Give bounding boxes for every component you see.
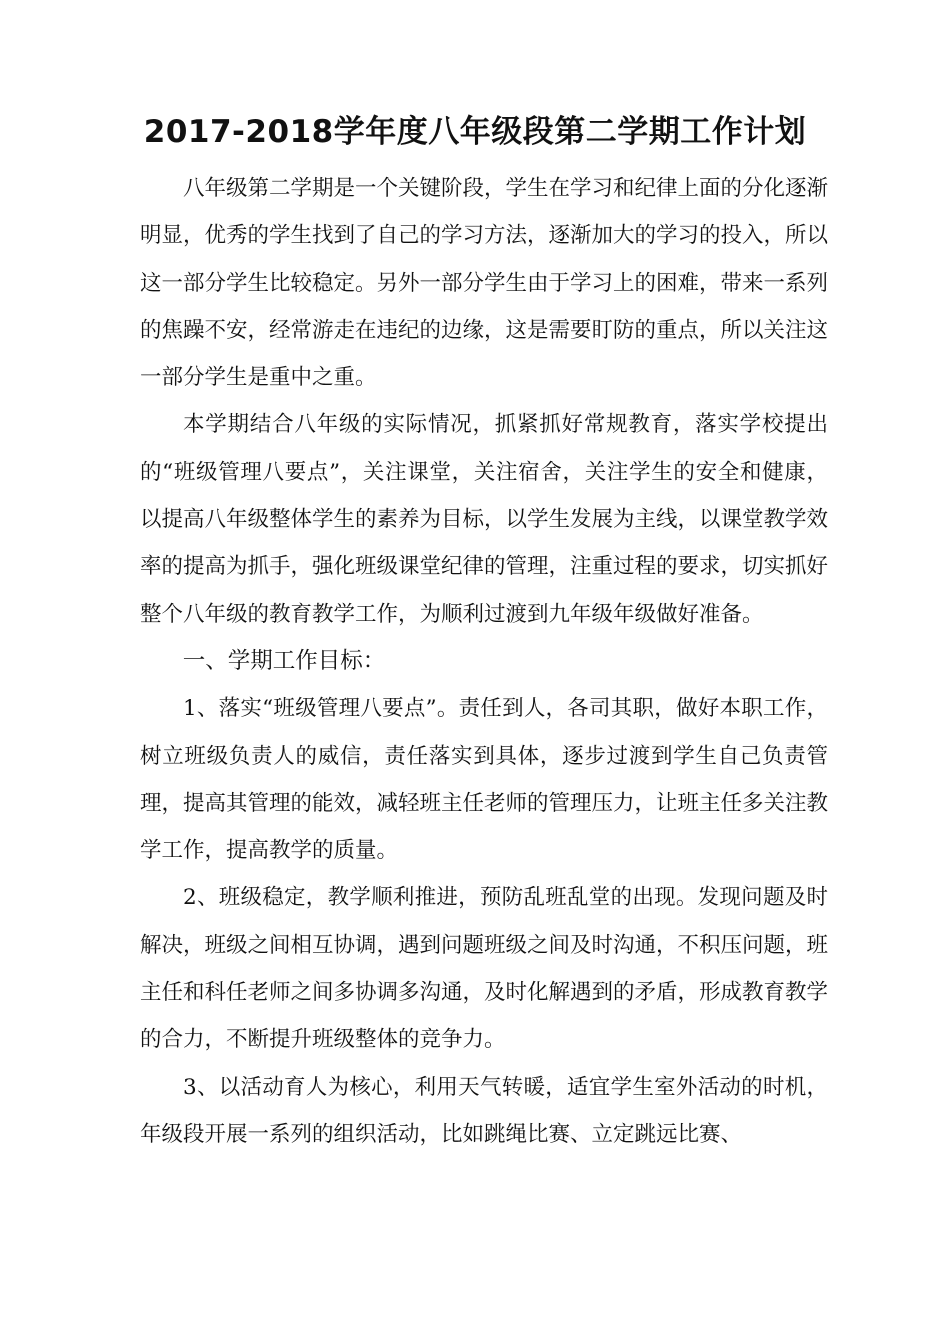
document-body [140,165,828,1158]
intro-paragraph-2: 本学期结合八年级的实际情况，抓紧抓好常规教育，落实学校提出的“班级管理八要点”，关注课堂，关注宿舍，关注学生的安全和健康，以提高八年级整体学生的素养为目标，以学生发展为主线，以课堂教学效率的提高为抓手，强化班级课堂纪律的管理，注重过程的要求，切实抓好整个八年级的教育教学工作，为顺利过渡到九年级年级做好准备。 [140,412,829,627]
document-title: 2017-2018学年度八年级段第二学期工作计划 [143,114,807,150]
goal-item-3: 3、以活动育人为核心，利用天气转暖，适宜学生室外活动的时机，年级段开展一系列的组织活动，比如跳绳比赛、立定跳远比赛、 [140,1074,828,1147]
intro-paragraph-1: 八年级第二学期是一个关键阶段，学生在学习和纪律上面的分化逐渐明显，优秀的学生找到了自己的学习方法，逐渐加大的学习的投入，所以这一部分学生比较稳定。另外一部分学生由于学习上的困难，带来一系列的焦躁不安，经常游走在违纪的边缘，这是需要盯防的重点，所以关注这一部分学生是重中之重。 [140,176,829,391]
section-heading: 一、学期工作目标： [182,647,386,674]
goal-item-2: 2、班级稳定，教学顺利推进，预防乱班乱堂的出现。发现问题及时解决，班级之间相互协调，遇到问题班级之间及时沟通，不积压问题，班主任和科任老师之间多协调多沟通，及时化解遇到的矛盾，形成教育教学的合力，不断提升班级整体的竞争力。 [140,885,829,1053]
goal-item-1: 1、落实“班级管理八要点”。责任到人，各司其职，做好本职工作，树立班级负责人的威信，责任落实到具体，逐步过渡到学生自己负责管理，提高其管理的能效，减轻班主任老师的管理压力，让班主任多关注教学工作，提高教学的质量。 [140,696,829,864]
